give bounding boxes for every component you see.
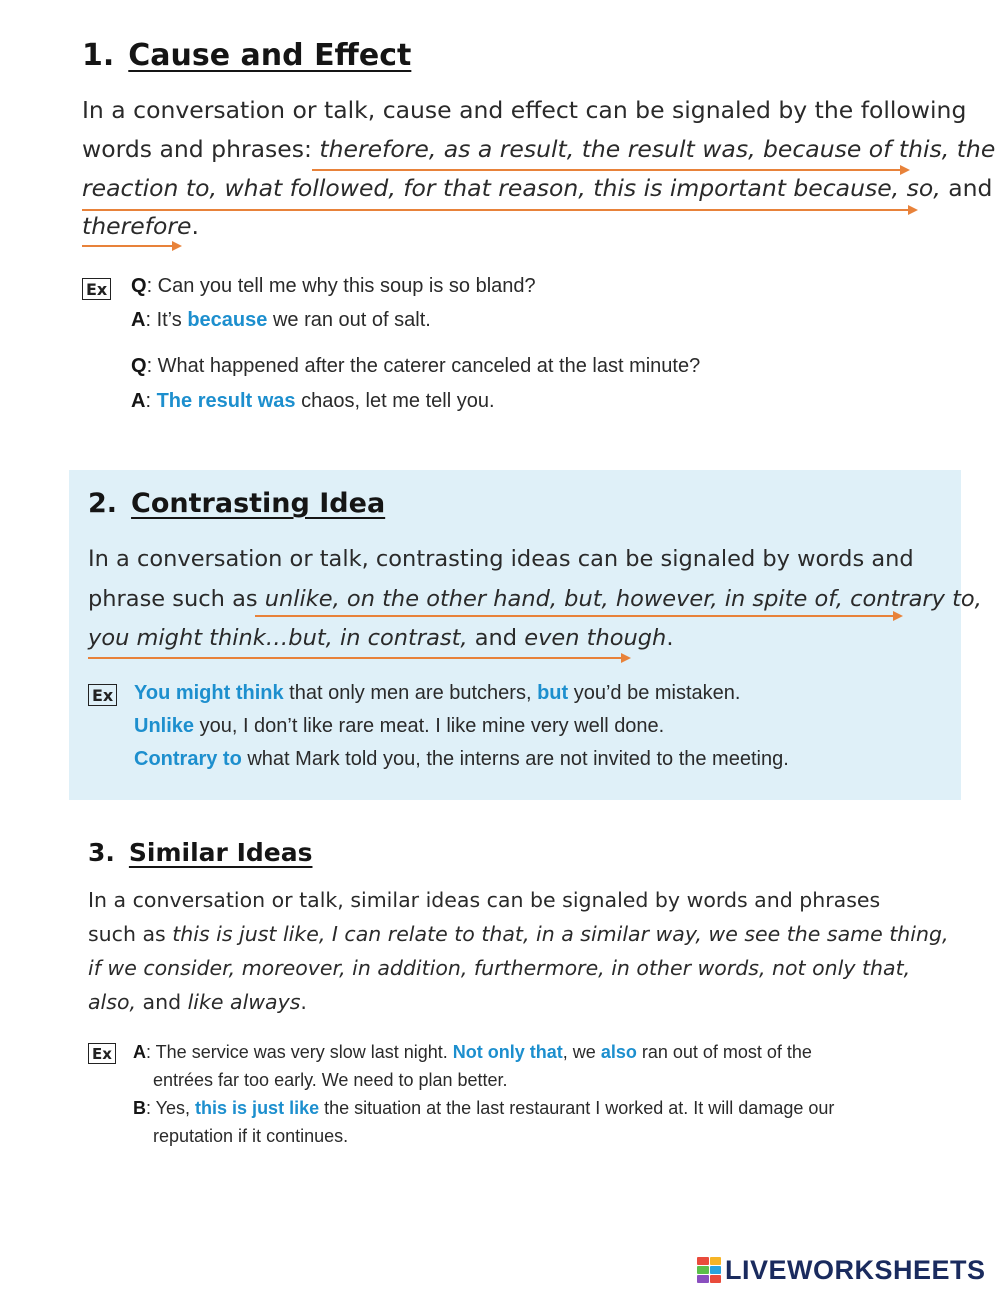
intro-line: phrase such as unlike, on the other hand, but, however, in spite of, contrary to, (88, 586, 982, 612)
example-sentence: You might think that only men are butchers, but you’d be mistaken. (134, 682, 741, 704)
signal-word: Unlike (134, 715, 195, 737)
highlight-underline (255, 615, 895, 617)
intro-line: In a conversation or talk, cause and effect can be signaled by the following (82, 96, 967, 124)
signal-word: The result was (156, 390, 296, 412)
example-dialogue-a-cont: entrées far too early. We need to plan better. (153, 1070, 508, 1090)
example-sentence: Contrary to what Mark told you, the interns are not invited to the meeting. (134, 748, 789, 770)
highlight-arrow (893, 611, 903, 621)
intro-line: therefore. (82, 212, 199, 240)
example-dialogue-a: A: The service was very slow last night. Not only that, we also ran out of most of the (133, 1042, 812, 1062)
example-sentence: Unlike you, I don’t like rare meat. I like mine very well done. (134, 715, 665, 737)
logo-text: LIVEWORKSHEETS (725, 1254, 986, 1285)
example-label: Ex (88, 684, 117, 706)
section-1-heading (82, 38, 411, 73)
signal-phrases: therefore (82, 212, 192, 240)
example-question: Q: What happened after the caterer canceled at the last minute? (131, 355, 701, 377)
liveworksheets-logo[interactable] (697, 1255, 986, 1285)
example-answer: A: The result was chaos, let me tell you. (131, 390, 495, 412)
section-1-title: Cause and Effect (128, 38, 412, 73)
section-1-number: 1. (82, 38, 115, 73)
intro-line: you might think…but, in contrast, and even though. (88, 625, 674, 651)
example-dialogue-b: B: Yes, this is just like the situation at the last restaurant I worked at. It will damage our (133, 1098, 835, 1118)
example-label: Ex (88, 1043, 116, 1064)
signal-word: You might think (134, 682, 284, 704)
intro-line: In a conversation or talk, contrasting ideas can be signaled by words and (88, 546, 914, 572)
signal-phrases: also, (88, 990, 136, 1014)
example-answer: A: It’s because we ran out of salt. (131, 309, 431, 331)
signal-word: because (187, 309, 268, 331)
highlight-arrow (172, 241, 182, 251)
signal-word: Contrary to (134, 748, 242, 770)
highlight-arrow (908, 205, 918, 215)
signal-phrases: this is just like, I can relate to that, in a similar way, we see the same thing, (172, 922, 949, 946)
intro-line: reaction to, what followed, for that reason, this is important because, so, and (82, 174, 993, 202)
example-question: Q: Can you tell me why this soup is so bland? (131, 275, 536, 297)
intro-line: also, and like always. (88, 990, 307, 1014)
highlight-arrow (900, 165, 910, 175)
section-3-number: 3. (88, 838, 115, 867)
signal-phrases: reaction to, what followed, for that reason, this is important because, so, (82, 174, 941, 202)
section-2-intro (88, 546, 982, 666)
highlight-underline (82, 245, 174, 247)
signal-phrases: you might think…but, in contrast, (88, 625, 468, 651)
signal-word: Not only that (452, 1042, 563, 1062)
section-2-number: 2. (88, 488, 118, 519)
intro-line: In a conversation or talk, similar ideas can be signaled by words and phrases (88, 888, 881, 912)
signal-word: also (600, 1042, 637, 1062)
logo-blocks-icon (697, 1257, 721, 1283)
highlight-underline (312, 169, 902, 171)
highlight-underline (82, 209, 910, 211)
intro-line (88, 956, 910, 980)
section-3-heading (88, 838, 312, 867)
section-3-intro (88, 888, 948, 1018)
intro-line: such as this is just like, I can relate to that, in a similar way, we see the same thing, (88, 922, 949, 946)
example-label: Ex (82, 278, 111, 300)
signal-phrases: even though (524, 625, 667, 651)
signal-word: but (537, 682, 569, 704)
section-1-intro (82, 96, 996, 256)
signal-phrases: like always (187, 990, 301, 1014)
section-3-title: Similar Ideas (128, 838, 313, 867)
signal-phrases: if we consider, moreover, in addition, furthermore, in other words, not only that, (88, 956, 911, 980)
signal-word: this is just like (195, 1098, 320, 1118)
highlight-underline (88, 657, 623, 659)
signal-phrases: unlike, on the other hand, but, however, in spite of, contrary to, (264, 586, 982, 612)
signal-phrases: therefore, as a result, the result was, because of this, the (319, 135, 996, 163)
example-dialogue-b-cont: reputation if it continues. (153, 1126, 349, 1146)
intro-line: words and phrases: therefore, as a result, the result was, because of this, the (82, 135, 996, 163)
highlight-arrow (621, 653, 631, 663)
section-2-title: Contrasting Idea (131, 488, 386, 519)
section-2-heading (88, 488, 385, 519)
